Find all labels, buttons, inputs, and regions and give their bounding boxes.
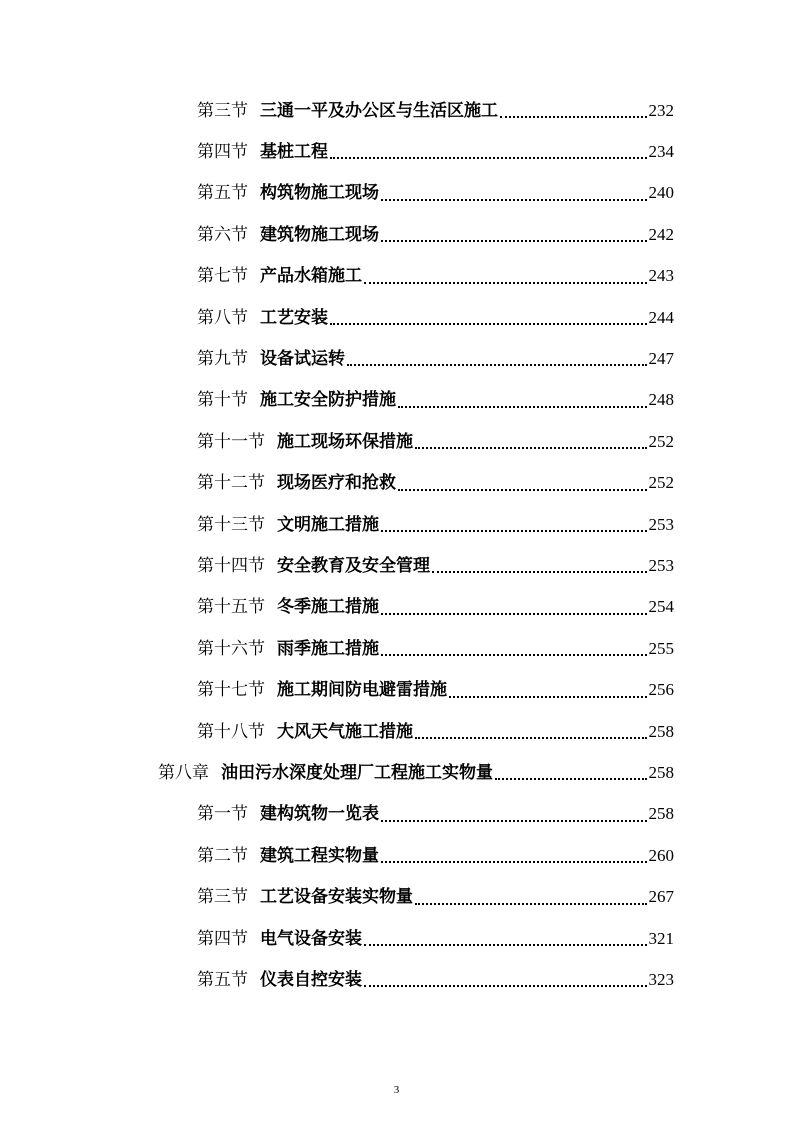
toc-entry-number: 第四节 (197, 928, 248, 949)
toc-entry[interactable] (197, 256, 674, 297)
toc-entry-number: 第七节 (197, 266, 248, 287)
toc-entry-title: 施工现场环保措施 (277, 431, 413, 452)
toc-entry-number: 第十一节 (197, 431, 265, 452)
toc-entry[interactable] (197, 918, 674, 959)
toc-entry-number: 第十六节 (197, 638, 265, 659)
toc-entry[interactable] (197, 877, 674, 918)
toc-entry-title: 施工安全防护措施 (260, 390, 396, 411)
dot-leader (381, 654, 647, 656)
toc-entry[interactable] (197, 173, 674, 214)
toc-entry-title: 构筑物施工现场 (260, 183, 379, 204)
toc-entry-page: 243 (648, 266, 674, 286)
toc-entry-title: 建筑工程实物量 (260, 845, 379, 866)
dot-leader (398, 489, 647, 491)
dot-leader (415, 737, 647, 739)
toc-entry-title: 产品水箱施工 (260, 266, 362, 287)
toc-entry[interactable] (197, 380, 674, 421)
toc-entry-number: 第十八节 (197, 721, 265, 742)
toc-entry-number: 第十四节 (197, 555, 265, 576)
toc-entry-number: 第五节 (197, 969, 248, 990)
dot-leader (364, 944, 647, 946)
toc-entry-number: 第十五节 (197, 597, 265, 618)
toc-entry[interactable] (197, 338, 674, 379)
toc-entry-title: 工艺安装 (260, 307, 328, 328)
toc-entry-title: 工艺设备安装实物量 (260, 887, 413, 908)
toc-entry-number: 第五节 (197, 183, 248, 204)
toc-entry-title: 文明施工措施 (277, 514, 379, 535)
toc-entry-title: 雨季施工措施 (277, 638, 379, 659)
toc-entry-page: 258 (648, 721, 674, 741)
toc-entry[interactable] (197, 214, 674, 255)
toc-entry-page: 254 (648, 597, 674, 617)
dot-leader (381, 613, 647, 615)
dot-leader (381, 530, 647, 532)
toc-entry-page: 256 (648, 680, 674, 700)
toc-entry-page: 242 (648, 224, 674, 244)
toc-entry-title: 现场医疗和抢救 (277, 473, 396, 494)
toc-entry[interactable] (197, 131, 674, 172)
dot-leader (330, 157, 647, 159)
toc-entry[interactable] (197, 670, 674, 711)
dot-leader (381, 240, 647, 242)
toc-entry-title: 电气设备安装 (260, 928, 362, 949)
toc-entry-page: 248 (648, 390, 674, 410)
toc-entry-title: 建构筑物一览表 (260, 804, 379, 825)
dot-leader (330, 323, 647, 325)
toc-entry-number: 第一节 (197, 804, 248, 825)
toc-entry-title: 安全教育及安全管理 (277, 555, 430, 576)
toc-entry[interactable] (197, 835, 674, 876)
dot-leader (432, 571, 647, 573)
toc-entry-page: 321 (648, 928, 674, 948)
toc-entry-page: 255 (648, 638, 674, 658)
toc-entry-page: 240 (648, 183, 674, 203)
toc-entry-title: 油田污水深度处理厂工程施工实物量 (221, 762, 493, 783)
toc-entry-number: 第二节 (197, 845, 248, 866)
dot-leader (449, 696, 647, 698)
toc-entry-page: 247 (648, 348, 674, 368)
toc-entry-number: 第三节 (197, 100, 248, 121)
toc-entry-page: 252 (648, 473, 674, 493)
toc-entry-title: 建筑物施工现场 (260, 224, 379, 245)
dot-leader (381, 820, 647, 822)
toc-entry[interactable] (197, 545, 674, 586)
toc-entry-number: 第三节 (197, 887, 248, 908)
toc-entry-number: 第九节 (197, 348, 248, 369)
toc-entry-page: 252 (648, 431, 674, 451)
toc-entry-number: 第八章 (158, 762, 209, 783)
toc-entry[interactable] (197, 628, 674, 669)
toc-entry[interactable] (197, 297, 674, 338)
toc-entry-title: 三通一平及办公区与生活区施工 (260, 100, 498, 121)
toc-entry[interactable] (197, 711, 674, 752)
toc-entry-number: 第八节 (197, 307, 248, 328)
toc-entry-title: 基桩工程 (260, 141, 328, 162)
toc-entry-title: 设备试运转 (260, 348, 345, 369)
toc-entry-page: 267 (648, 887, 674, 907)
toc-entry[interactable] (197, 504, 674, 545)
toc-entry-number: 第十节 (197, 390, 248, 411)
toc-entry-page: 232 (648, 100, 674, 120)
toc-entry-number: 第十七节 (197, 680, 265, 701)
dot-leader (398, 406, 647, 408)
toc-entry-page: 253 (648, 514, 674, 534)
dot-leader (415, 447, 647, 449)
dot-leader (500, 116, 647, 118)
toc-entry-page: 244 (648, 307, 674, 327)
toc-entry-page: 234 (648, 141, 674, 161)
toc-entry[interactable] (197, 794, 674, 835)
toc-entry[interactable] (197, 421, 674, 462)
toc-entry-number: 第四节 (197, 141, 248, 162)
dot-leader (381, 199, 647, 201)
toc-entry-page: 253 (648, 555, 674, 575)
toc-chapter-entry[interactable] (158, 752, 674, 793)
toc-entry[interactable] (197, 463, 674, 504)
toc-entry-title: 仪表自控安装 (260, 969, 362, 990)
dot-leader (364, 985, 647, 987)
toc-entry-title: 冬季施工措施 (277, 597, 379, 618)
toc-entry[interactable] (197, 90, 674, 131)
dot-leader (415, 903, 647, 905)
toc-entry-page: 323 (648, 969, 674, 989)
toc-entry-title: 施工期间防电避雷措施 (277, 680, 447, 701)
toc-entry-title: 大风天气施工措施 (277, 721, 413, 742)
page-number: 3 (393, 1084, 400, 1096)
toc-entry-number: 第十二节 (197, 473, 265, 494)
dot-leader (364, 282, 647, 284)
toc-entry-number: 第十三节 (197, 514, 265, 535)
page-footer (0, 1084, 793, 1096)
toc-entry-page: 258 (648, 762, 674, 782)
toc-entry-page: 258 (648, 804, 674, 824)
dot-leader (495, 778, 647, 780)
toc-entry[interactable] (197, 959, 674, 1000)
toc-entry-page: 260 (648, 845, 674, 865)
toc-entry[interactable] (197, 587, 674, 628)
dot-leader (347, 364, 647, 366)
dot-leader (381, 861, 647, 863)
toc-entry-number: 第六节 (197, 224, 248, 245)
